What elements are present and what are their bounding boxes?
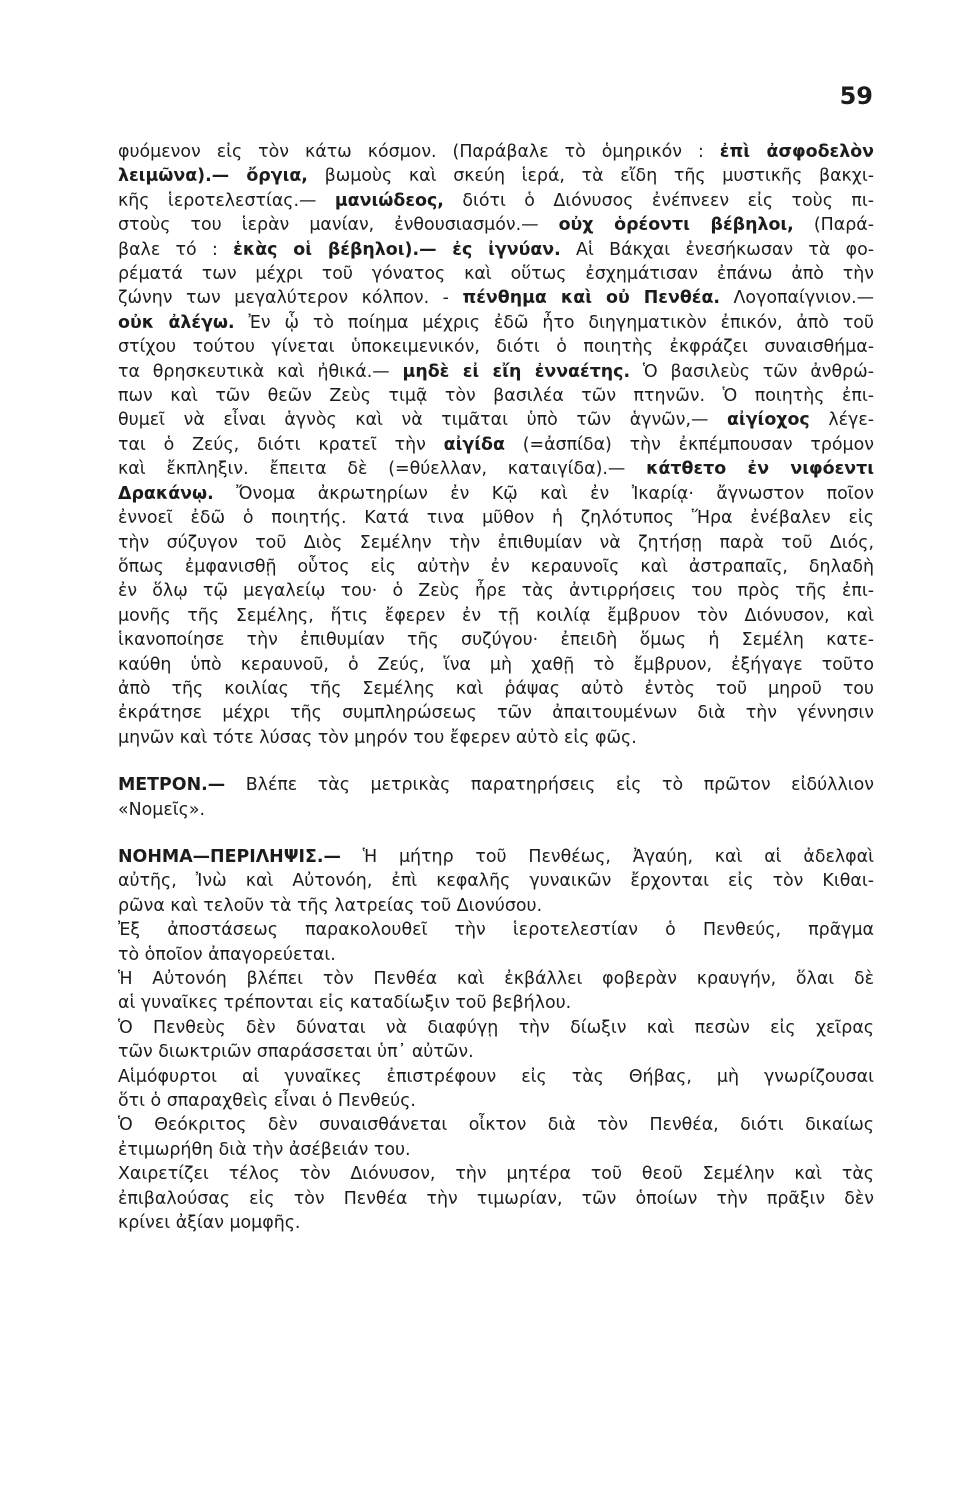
text-segment: Ὁ Θεόκριτος δὲν συναισθάνεται οἶκτον διὰ τὸν Πενθέα, διότι δικαίως xyxy=(118,1115,874,1136)
text-segment: Ὄνομα ἀκρωτηρίων ἐν Κῷ καὶ ἐν Ἰκαρίᾳ· ἄγνωστον ποῖον xyxy=(213,483,874,504)
metron-text: Βλέπε τὰς μετρικὰς παρατηρήσεις εἰς τὸ πρῶτον εἰδύλλιον xyxy=(225,775,874,796)
text-segment: Ἡ μήτηρ τοῦ Πενθέως, Ἀγαύη, καὶ αἱ ἀδελφαὶ xyxy=(340,846,874,867)
greek-term: ἑκὰς οἱ βέβηλοι).— ἐς ἰγνύαν. xyxy=(233,239,561,260)
text-line xyxy=(118,579,874,603)
text-line xyxy=(118,311,874,335)
text-segment: τῶν διωκτριῶν σπαράσσεται ὑπ᾽ αὐτῶν. xyxy=(118,1042,474,1063)
text-segment: ἐν ὅλῳ τῷ μεγαλείῳ του· ὁ Ζεὺς ἦρε τὰς ἀντιρρήσεις του πρὸς τῆς ἐπι- xyxy=(118,581,874,602)
text-segment: ται ὁ Ζεύς, διότι κρατεῖ τὴν xyxy=(118,434,444,455)
text-line xyxy=(118,213,874,237)
text-line xyxy=(118,967,874,991)
text-line xyxy=(118,1162,874,1186)
greek-term: οὐκ ἀλέγω. xyxy=(118,312,235,333)
text-segment: Ὁ Πενθεὺς δὲν δύναται νὰ διαφύγῃ τὴν δίωξιν καὶ πεσὼν εἰς χεῖρας xyxy=(118,1017,874,1038)
text-segment: ἱκανοποίησε τὴν ἐπιθυμίαν τῆς συζύγου· ἐπειδὴ ὅμως ἡ Σεμέλη κατε- xyxy=(118,630,874,651)
text-line xyxy=(118,1016,874,1040)
text-segment: φυόμενον εἰς τὸν κάτω κόσμον. (Παράβαλε τὸ ὁμηρικόν : xyxy=(118,142,720,162)
text-line xyxy=(118,360,874,384)
metron-heading: ΜΕΤΡΟΝ.— xyxy=(118,775,226,796)
text-segment: βωμοὺς καὶ σκεύη ἱερά, τὰ εἴδη τῆς μυστικῆς βακχι- xyxy=(307,166,874,187)
noima-heading: ΝΟΗΜΑ—ΠΕΡΙΛΗΨΙΣ.— xyxy=(118,846,341,867)
text-segment: ἐπιβαλούσας εἰς τὸν Πενθέα τὴν τιμωρίαν, τῶν ὁποίων τὴν πρᾶξιν δὲν xyxy=(118,1188,874,1209)
text-segment: λέγε- xyxy=(809,410,874,431)
text-segment: ἐτιμωρήθη διὰ τὴν ἀσέβειάν του. xyxy=(118,1139,411,1160)
text-segment: στίχου τούτου γίνεται ὑποκειμενικόν, διότι ὁ ποιητὴς ἐκφράζει συναισθήμα- xyxy=(118,337,874,358)
text-line xyxy=(118,335,874,359)
text-segment: τὴν σύζυγον τοῦ Διὸς Σεμέλην τὴν ἐπιθυμίαν νὰ ζητήσῃ παρὰ τοῦ Διός, xyxy=(118,532,874,553)
text-segment: ὅτι ὁ σπαραχθεὶς εἶναι ὁ Πενθεύς. xyxy=(118,1091,416,1112)
text-line xyxy=(118,286,874,310)
text-segment: θυμεῖ νὰ εἶναι ἁγνὸς καὶ νὰ τιμᾶται ὑπὸ τῶν ἁγνῶν,— xyxy=(118,410,727,431)
text-segment: βαλε τό : xyxy=(118,239,234,260)
text-segment: ἐννοεῖ ἐδῶ ὁ ποιητής. Κατά τινα μῦθον ἡ ζηλότυπος Ἥρα ἐνέβαλεν εἰς xyxy=(118,508,874,529)
text-line xyxy=(118,1089,874,1113)
text-line xyxy=(118,1211,874,1235)
metron-section xyxy=(118,773,874,822)
text-line xyxy=(118,1040,874,1064)
text-line xyxy=(118,482,874,506)
page-text xyxy=(118,140,874,1235)
page-number: 59 xyxy=(839,82,873,110)
text-line xyxy=(118,677,874,701)
text-line xyxy=(118,653,874,677)
text-segment: Ἡ Αὐτονόη βλέπει τὸν Πενθέα καὶ ἐκβάλλει φοβερὰν κραυγήν, ὅλαι δὲ xyxy=(118,969,874,989)
text-line xyxy=(118,189,874,213)
text-segment: ἀπὸ τῆς κοιλίας τῆς Σεμέλης καὶ ῥάψας αὐτὸ ἐντὸς τοῦ μηροῦ του xyxy=(118,678,874,699)
greek-term: λειμῶνα).— ὄργια, xyxy=(118,166,308,187)
text-line xyxy=(118,701,874,725)
text-line: «Νομεῖς». xyxy=(118,799,206,820)
text-segment: Ὁ βασιλεὺς τῶν ἀνθρώ- xyxy=(630,361,874,382)
text-line xyxy=(118,628,874,652)
text-line xyxy=(118,869,874,893)
text-line xyxy=(118,773,874,797)
greek-term: Δρακάνῳ. xyxy=(118,483,214,504)
text-line xyxy=(118,140,874,164)
greek-term: πένθημα καὶ οὐ Πενθέα. xyxy=(462,288,721,309)
text-line xyxy=(118,991,874,1015)
text-segment: μονῆς τῆς Σεμέλης, ἥτις ἔφερεν ἐν τῇ κοιλίᾳ ἔμβρυον τὸν Διόνυσον, καὶ xyxy=(118,605,874,626)
noima-section xyxy=(118,845,874,1236)
text-line xyxy=(118,1113,874,1137)
text-segment: (=ἀσπίδα) τὴν ἐκπέμπουσαν τρόμον xyxy=(504,434,874,455)
text-line xyxy=(118,506,874,530)
text-segment: ρῶνα καὶ τελοῦν τὰ τῆς λατρείας τοῦ Διονύσου. xyxy=(118,895,543,916)
text-line xyxy=(118,531,874,555)
greek-term: μηδὲ εἰ εἴη ἐνναέτης. xyxy=(402,361,631,382)
greek-term: κάτθετο ἐν νιφόεντι xyxy=(646,459,874,480)
text-segment: μηνῶν καὶ τότε λύσας τὸν μηρόν του ἔφερεν αὐτὸ εἰς φῶς. xyxy=(118,727,637,748)
text-line xyxy=(118,726,874,750)
text-segment: αὐτῆς, Ἰνὼ καὶ Αὐτονόη, ἐπὶ κεφαλῆς γυναικῶν ἔρχονται εἰς τὸν Κιθαι- xyxy=(118,871,874,892)
text-segment: κῆς ἱεροτελεστίας.— xyxy=(118,190,335,211)
text-line xyxy=(118,1065,874,1089)
text-line xyxy=(118,1187,874,1211)
text-line xyxy=(118,918,874,942)
text-segment: Αἱμόφυρτοι αἱ γυναῖκες ἐπιστρέφουν εἰς τὰς Θήβας, μὴ γνωρίζουσαι xyxy=(118,1066,874,1087)
text-segment: Αἱ Βάκχαι ἐνεσήκωσαν τὰ φο- xyxy=(560,239,874,260)
text-segment: Ἐξ ἀποστάσεως παρακολουθεῖ τὴν ἱεροτελεστίαν ὁ Πενθεύς, πρᾶγμα xyxy=(118,920,874,941)
text-segment: κρίνει ἀξίαν μομφῆς. xyxy=(118,1213,301,1234)
text-line xyxy=(118,433,874,457)
text-segment: τὸ ὁποῖον ἀπαγορεύεται. xyxy=(118,944,336,965)
text-segment: στοὺς του ἱερὰν μανίαν, ἐνθουσιασμόν.— xyxy=(118,215,559,236)
text-segment: καύθη ὑπὸ κεραυνοῦ, ὁ Ζεύς, ἵνα μὴ χαθῇ τὸ ἔμβρυον, ἐξήγαγε τοῦτο xyxy=(118,654,874,675)
greek-term: ἐπὶ ἀσφοδελὸν xyxy=(719,142,874,162)
text-line xyxy=(118,894,874,918)
text-segment: Χαιρετίζει τέλος τὸν Διόνυσον, τὴν μητέρα τοῦ θεοῦ Σεμέλην καὶ τὰς xyxy=(118,1164,874,1185)
text-segment: διότι ὁ Διόνυσος ἐνέπνεεν εἰς τοὺς πι- xyxy=(443,190,874,211)
text-line xyxy=(118,845,874,869)
text-line xyxy=(118,457,874,481)
text-line xyxy=(118,408,874,432)
text-line xyxy=(118,164,874,188)
text-segment: (Παρά- xyxy=(793,215,874,236)
greek-term: αἰγίδα xyxy=(443,434,505,455)
greek-term: οὐχ ὁρέοντι βέβηλοι, xyxy=(558,215,794,236)
greek-term: μανιώδεος, xyxy=(334,190,444,211)
text-line xyxy=(118,262,874,286)
text-line xyxy=(118,238,874,262)
greek-term: αἰγίοχος xyxy=(726,410,810,431)
text-line xyxy=(118,384,874,408)
text-segment: πων καὶ τῶν θεῶν Ζεὺς τιμᾷ τὸν βασιλέα τῶν πτηνῶν. Ὁ ποιητὴς ἐπι- xyxy=(118,386,874,407)
text-segment: αἱ γυναῖκες τρέπονται εἰς καταδίωξιν τοῦ βεβήλου. xyxy=(118,993,572,1014)
text-segment: τα θρησκευτικὰ καὶ ἠθικά.— xyxy=(118,361,403,382)
text-segment: ὅπως ἐμφανισθῇ οὗτος εἰς αὐτὴν ἐν κεραυνοῖς καὶ ἀστραπαῖς, δηλαδὴ xyxy=(118,556,874,577)
text-line xyxy=(118,555,874,579)
text-segment: ζώνην των μεγαλύτερον κόλπον. - xyxy=(118,288,463,309)
commentary-section xyxy=(118,140,874,750)
text-segment: ἐκράτησε μέχρι τῆς συμπληρώσεως τῶν ἀπαιτουμένων διὰ τὴν γέννησιν xyxy=(118,703,874,724)
text-segment: Ἐν ᾧ τὸ ποίημα μέχρις ἐδῶ ἦτο διηγηματικὸν ἐπικόν, ἀπὸ τοῦ xyxy=(234,312,874,333)
text-line xyxy=(118,604,874,628)
text-segment: καὶ ἔκπληξιν. ἔπειτα δὲ (=θύελλαν, καταιγίδα).— xyxy=(118,459,647,480)
text-line xyxy=(118,943,874,967)
text-line xyxy=(118,1138,874,1162)
text-segment: Λογοπαίγνιον.— xyxy=(720,288,874,309)
text-segment: ρέματά των μέχρι τοῦ γόνατος καὶ οὕτως ἐσχημάτισαν ἐπάνω ἀπὸ τὴν xyxy=(118,264,874,285)
